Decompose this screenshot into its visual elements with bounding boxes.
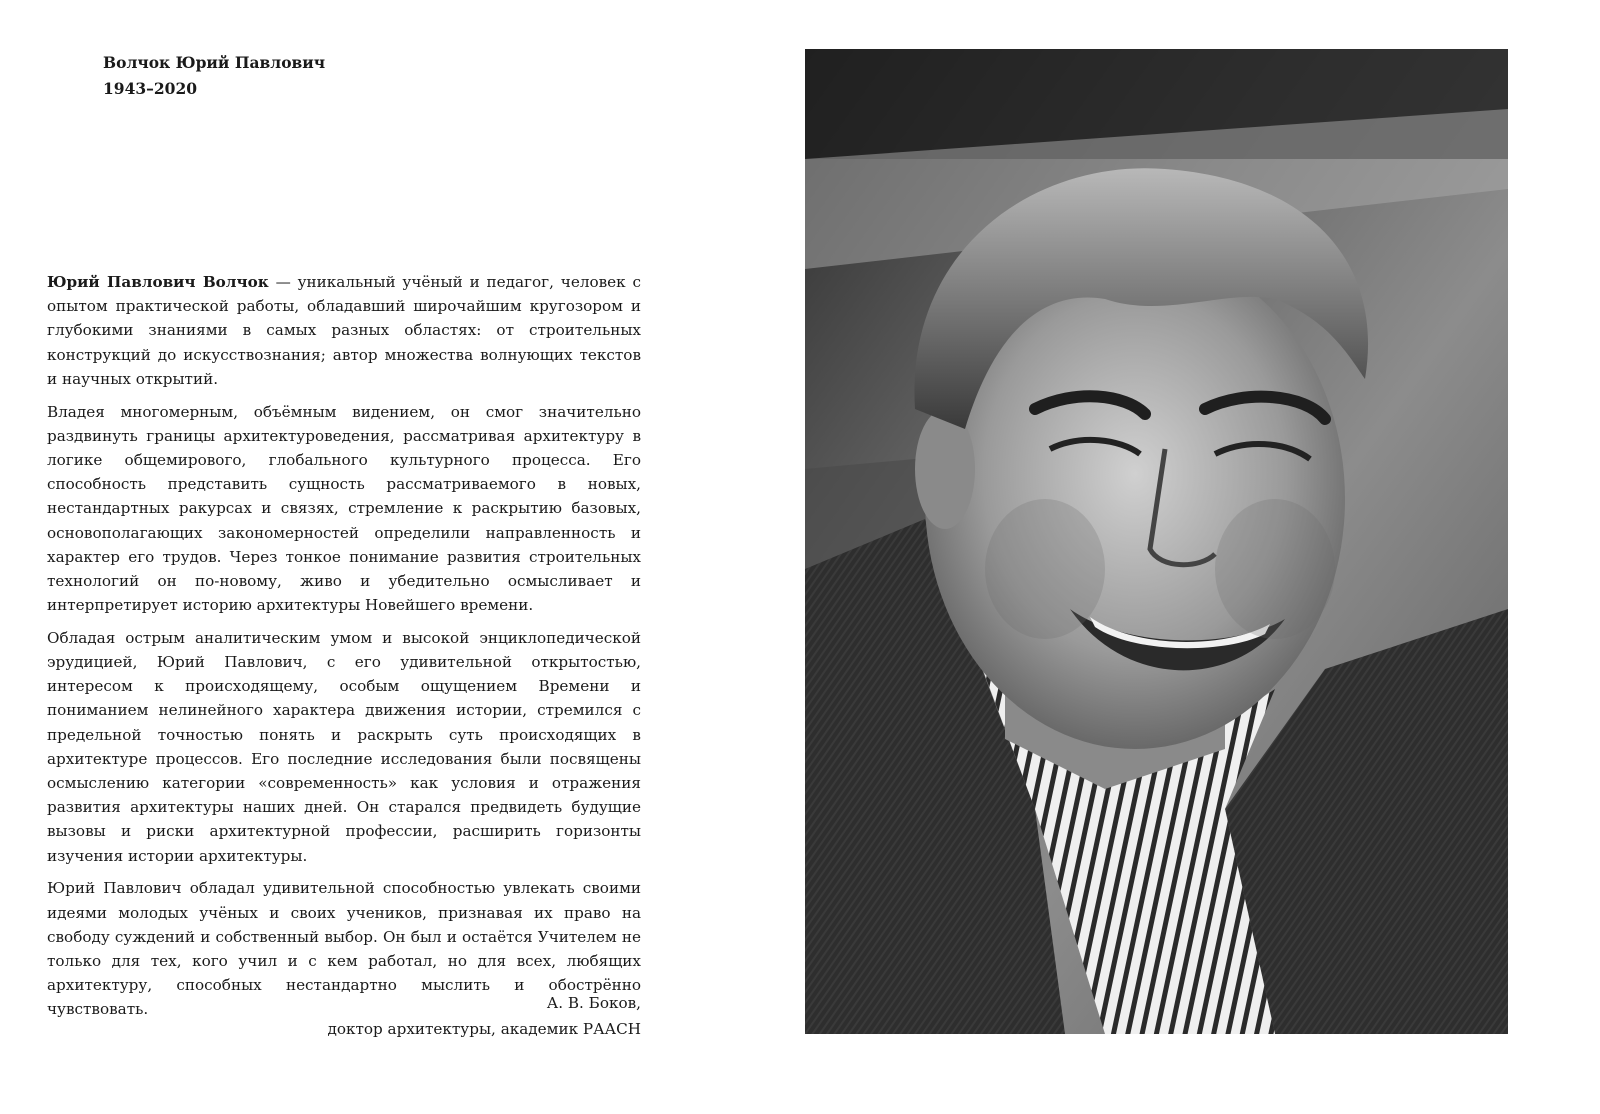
obituary-text	[47, 270, 641, 1030]
paragraph-4: Юрий Павлович обладал удивительной способностью увлекать своими идеями молодых учёных и своих учеников, признавая их право на свободу суждений и собственный выбор. Он был и остаётся Учителем не только для тех, кого учил и с кем работал, но для всех, любящих архитектуру, способных нестандартно мыслить и обострённо чувствовать.	[47, 879, 641, 1019]
right-page	[800, 0, 1600, 1114]
signature-title: доктор архитектуры, академик РААСН	[327, 1020, 641, 1038]
signature	[300, 990, 641, 1042]
portrait-photo-icon	[805, 49, 1508, 1034]
paragraph-1-text: — уникальный учёный и педагог, человек с опытом практической работы, обладавший широчайшим кругозором и глубокими знаниями в самых разных областях: от строительных конструкций до искусствознания; автор множества волнующих текстов и научных открытий.	[47, 273, 642, 388]
paragraph-2: Владея многомерным, объёмным видением, он смог значительно раздвинуть границы архитектуроведения, рассматривая архитектуру в логике общемирового, глобального культурного процесса. Его способность представить сущность рассматриваемого в новых, нестандартных ракурсах и связях, стремление к раскрытию базовых, основополагающих закономерностей определили направленность и характер его трудов. Через тонкое понимание развития строительных технологий он по-новому, живо и убедительно осмысливает и интерпретирует историю архитектуры Новейшего времени.	[47, 402, 641, 615]
page-header	[103, 50, 325, 102]
person-name: Волчок Юрий Павлович	[103, 53, 326, 72]
paragraph-3: Обладая острым аналитическим умом и высокой энциклопедической эрудицией, Юрий Павлович, с его удивительной открытостью, интересом к происходящему, особым ощущением Времени и пониманием нелинейного характера движения истории, стремился с предельной точностью понять и раскрыть суть происходящих в архитектуре процессов. Его последние исследования были посвящены осмыслению категории «современность» как условия и отражения развития архитектуры наших дней. Он старался предвидеть будущие вызовы и риски архитектурной профессии, расширить горизонты изучения истории архитектуры.	[47, 628, 641, 865]
life-years: 1943–2020	[103, 79, 198, 98]
lead-name: Юрий Павлович Волчок	[47, 273, 269, 291]
signature-author: А. В. Боков,	[546, 994, 641, 1012]
portrait-photo	[805, 49, 1508, 1034]
paragraph-1	[47, 270, 641, 391]
